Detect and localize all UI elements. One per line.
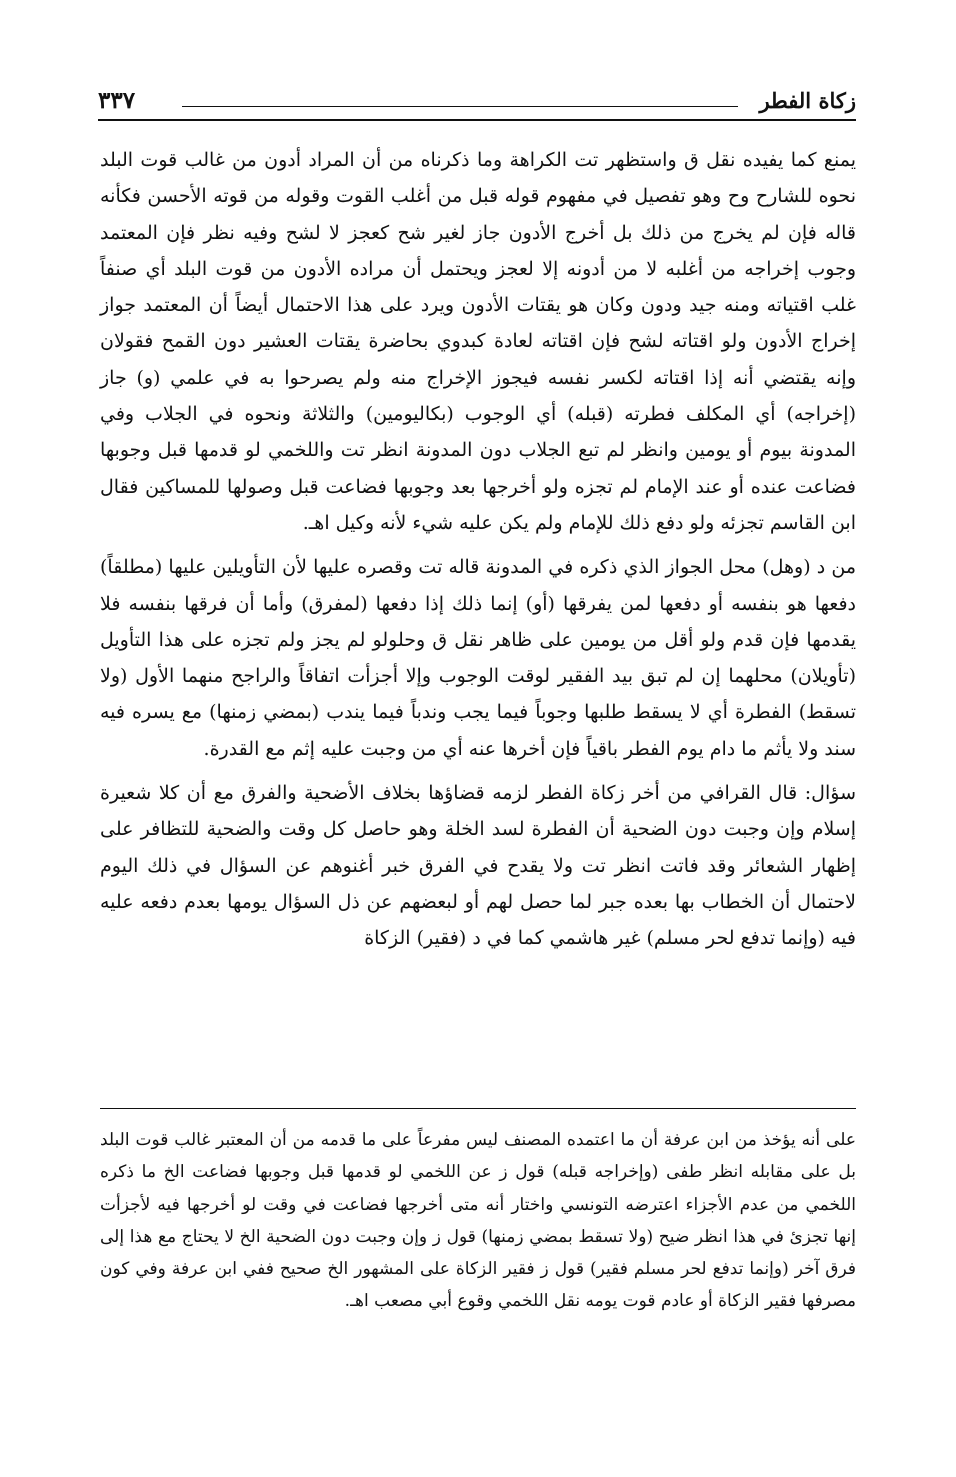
paragraph: سؤال: قال القرافي من أخر زكاة الفطر لزمه قضاؤها بخلاف الأضحية والفرق مع أن كلا شعيرة إسلام وإن وجبت دون الضحية أن الفطرة لسد الخلة وهو حاصل كل وقت والضحية للتظافر على إظهار الشعائر وقد فاتت انظر تت ولا يقدح في الفرق خبر أغنوهم عن السؤال في ذلك اليوم لاحتمال أن الخطاب بها بعده جبر لما حصل لهم أو لبعضهم عن ذل السؤال يومها بعدم دفعه عليه فيه (وإنما تدفع لحر مسلم) غير هاشمي كما في د (فقير) الزكاة [100, 782, 857, 950]
footnote-text: على أنه يؤخذ من ابن عرفة أن ما اعتمده المصنف ليس مفرعاً على ما قدمه من أن المعتبر غالب قوت البلد بل على مقابله انظر طفى (وإخراجه قبله) قول ز عن اللخمي لو قدمها قبل وجوبها فضاعت الخ ما ذكره اللخمي من عدم الأجزاء اعترضه التونسي واختار أنه متى أخرجها فضاعت في وقت لو أخرجها فيه لأجزأت إنها تجزئ في هذا انظر ضيح (ولا تسقط بمضي زمنها) قول ز وإن وجبت دون الضحية الخ لا يحتاج مع هذا إلى فرق آخر (وإنما تدفع لحر مسلم فقير) قول ز فقير الزكاة على المشهور الخ صحيح ففي ابن عرفة وفي كون مصرفها فقير الزكاة أو عادم قوت يومه نقل اللخمي وقوع أبي مصعب اهـ. [100, 1130, 856, 1312]
header-rule-thick [98, 119, 856, 121]
paragraph: يمنع كما يفيده نقل ق واستظهر تت الكراهة وما ذكرناه من أن المراد أدون من غالب قوت البلد نحوه للشارح وح وهو تفصيل في مفهوم قوله قبل من أغلب القوت وقوله من قوته الأحسن فكأنه قاله فإن لم يخرج من ذلك بل أخرج الأدون جاز لغير شح كعجز لا لشح وفيه نظر فإن المعتمد وجوب إخراجه من أغلبه لا من أدونه إلا لعجز ويحتمل أن مراده الأدون من قوت البلد أي صنفاً غلب اقتياته ومنه جيد ودون وكان هو يقتات الأدون ويرد على هذا الاحتمال أيضاً أن المعتمد جواز إخراج الأدون ولو اقتاته لشح فإن اقتاته لعادة كبدوي بحاضرة يقتات العشير دون القمح فقولان وإنه يقتضي أنه إذا اقتاته لكسر نفسه فيجوز الإخراج منه ولم يصرحوا به في علمي (و) جاز (إخراجه) أي المكلف فطرته (قبله) أي الوجوب (بكاليومين) والثلاثة ونحوه في الجلاب وفي المدونة بيوم أو يومين وانظر لم تبع الجلاب دون المدونة انظر تت واللخمي لو قدمها قبل وجوبها فضاعت عنده أو عند الإمام لم تجزه ولو أخرجها بعد وجوبها فضاعت قبل وصولها للمساكين فقال ابن القاسم تجزئه ولو دفع ذلك للإمام ولم يكن عليه شيء لأنه وكيل اهـ. [100, 149, 856, 534]
chapter-title: زكاة الفطر [759, 88, 856, 113]
paragraph: من د (وهل) محل الجواز الذي ذكره في المدونة قاله تت وقصره عليها لأن التأويلين عليها (مطلقاً) دفعها هو بنفسه أو دفعها لمن يفرقها (أو) إنما ذلك إذا دفعها (لمفرق) وأما أن فرقها بنفسه فلا يقدمها فإن قدم ولو أقل من يومين على ظاهر نقل ق وحلولو لم يجز ولم تجزه على هذا التأويل (تأويلان) محلهما إن لم تبق بيد الفقير لوقت الوجوب وإلا أجزأت اتفاقاً والراجح منهما الأول (ولا تسقط) الفطرة أي لا يسقط طلبها وجوباً فيما يجب وندباً فيما يندب (بمضي زمنها) مع يسره فيه سند ولا يأثم ما دام يوم الفطر باقياً فإن أخرها عنه أي من وجبت عليه إثم مع القدرة. [100, 556, 856, 760]
footnote [100, 1124, 856, 1318]
main-text [100, 142, 856, 957]
page-header [98, 86, 856, 126]
page-number: ٣٣٧ [98, 87, 136, 114]
footnote-divider [100, 1108, 856, 1109]
header-rule-thin [182, 106, 738, 107]
